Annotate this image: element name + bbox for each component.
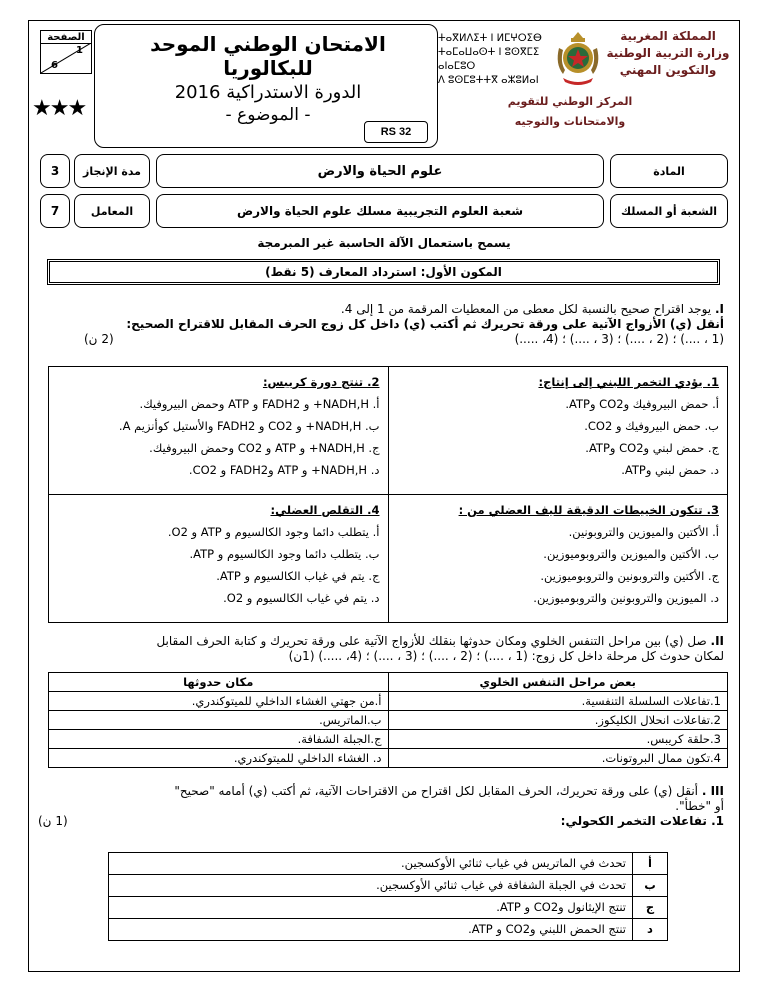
- tifinagh-line-2: ⵜⴰⵎⴰⵡⴰⵙⵜ ⵏ ⵓⵙⴳⵎⵉ ⴰⵏⴰⵎⵓⵔ: [438, 47, 540, 72]
- part1-line1: يوجد اقتراح صحيح بالنسبة لكل معطى من المعطيات المرقمة من 1 إلى 4.: [340, 302, 712, 316]
- question-3-option-d: د. الميوزين والتروبونين والتروبوميوزين.: [533, 591, 719, 605]
- question-3-title: 3. تتكون الخييطات الدقيقة لليف العضلي من :: [458, 503, 719, 517]
- part2-number: II.: [710, 634, 724, 648]
- question-2-option-b: ب. NADH,H+ و CO2 و FADH2 والأستيل كوأنزيم A.: [118, 419, 380, 433]
- statement-letter: ج: [633, 897, 668, 919]
- part1-instructions: [44, 302, 724, 347]
- col-stage-header: بعض مراحل التنفس الخلوي: [388, 673, 728, 692]
- tifinagh-line-3: ⴷ ⵓⵙⵎⵓⵜⵜⴳ ⴰⵣⵓⵍⴰⵏ: [438, 75, 539, 86]
- kingdom-name: المملكة المغربية: [620, 29, 716, 43]
- component-title: المكون الأول: استرداد المعارف (5 نقط): [47, 259, 720, 285]
- table-row: [49, 692, 728, 711]
- place-cell: أ.من جهتي الغشاء الداخلي للميتوكندري.: [49, 692, 389, 711]
- page-total: 6: [51, 60, 58, 71]
- question-4-option-a: أ. يتطلب دائما وجود الكالسيوم و ATP و O2.: [167, 525, 380, 539]
- part1-pairs: (1 ، ....) ؛ (2 ، ....) ؛ (3 ، ....) ؛ (4، .....): [514, 332, 724, 346]
- question-4-option-d: د. يتم في غياب الكالسيوم و O2.: [223, 591, 380, 605]
- session: الدورة الاستدراكية 2016: [174, 82, 362, 103]
- calculator-permission: يسمح باستعمال الآلة الحاسبة غير المبرمجة: [257, 236, 511, 250]
- part2-line1: صل (ي) بين مراحل التنفس الخلوي ومكان حدوثها بنقلك للأزواج الآتية على ورقة تحريرك و كتابة الحرف المقابل: [156, 634, 707, 648]
- question-3-option-b: ب. الأكتين والميوزين والتروبوميوزين.: [543, 547, 719, 561]
- branch-value: شعبة العلوم التجريبية مسلك علوم الحياة والارض: [156, 194, 604, 228]
- stage-cell: 3.حلقة كريبس.: [388, 730, 728, 749]
- place-cell: د. الغشاء الداخلي للميتوكندري.: [49, 749, 389, 768]
- question-2-option-a: أ. NADH,H+ و FADH2 و ATP وحمض البيروفيك.: [139, 397, 380, 411]
- coef-value: 7: [40, 194, 70, 228]
- stage-cell: 4.تكون ممال البروتونات.: [388, 749, 728, 768]
- part2-line2: لمكان حدوث كل مرحلة داخل كل زوج: (1 ، ....) ؛ (2 ، ....) ؛ (3 ، ....) ؛ (4، .....): [318, 649, 724, 663]
- question-1-option-a: أ. حمض البيروفيك وCO2 وATP.: [565, 397, 719, 411]
- page-current: 1: [76, 45, 83, 56]
- part3-question-title: 1. تفاعلات التخمر الكحولي:: [560, 814, 724, 828]
- subject-kind: - الموضوع -: [225, 105, 311, 125]
- table-row: [49, 730, 728, 749]
- part2-instructions: [38, 634, 724, 664]
- question-1: [388, 367, 728, 495]
- page-number-box: [40, 30, 92, 74]
- part3-number: III .: [701, 784, 724, 798]
- statement-letter: أ: [633, 853, 668, 875]
- statement-text: تحدث في الماتريس في غياب ثنائي الأوكسجين.: [109, 853, 633, 875]
- exam-title-block: [108, 32, 428, 125]
- question-3-option-c: ج. الأكتين والتروبونين والتروبوميوزين.: [540, 569, 719, 583]
- tifinagh-line-1: ⵜⴰⴳⵍⴷⵉⵜ ⵏ ⵍⵎⵖⵔⵉⴱ: [438, 33, 542, 44]
- statement-text: تنتج الحمض اللبني وCO2 و ATP.: [109, 919, 633, 941]
- question-3-option-a: أ. الأكتين والميوزين والتروبونين.: [568, 525, 719, 539]
- table-row: [49, 711, 728, 730]
- table-row: [109, 875, 668, 897]
- statement-letter: ب: [633, 875, 668, 897]
- exam-code: RS 32: [364, 121, 428, 143]
- question-4-option-c: ج. يتم في غياب الكالسيوم و ATP.: [216, 569, 380, 583]
- statement-text: تحدث في الجبلة الشفافة في غياب ثنائي الأوكسجين.: [109, 875, 633, 897]
- part1-score: (2 ن): [84, 332, 114, 346]
- subject-label: المادة: [610, 154, 728, 188]
- question-1-option-d: د. حمض لبني وATP.: [621, 463, 719, 477]
- branch-label: الشعبة أو المسلك: [610, 194, 728, 228]
- place-cell: ج.الجبلة الشفافة.: [49, 730, 389, 749]
- question-1-option-b: ب. حمض البيروفيك و CO2.: [584, 419, 719, 433]
- exam-title: الامتحان الوطني الموحد للبكالوريا: [150, 32, 386, 80]
- part1-questions-table: [48, 366, 728, 623]
- part3-line1: أنقل (ي) على ورقة تحريرك، الحرف المقابل لكل اقتراح من الاقتراحات الآتية، ثم أكتب (ي) أمامه "صحيح": [174, 784, 699, 798]
- part3-statements-table: [108, 852, 668, 941]
- center-line-1: المركز الوطني للتقويم: [507, 95, 633, 108]
- place-cell: ب.الماتريس.: [49, 711, 389, 730]
- question-2-option-c: ج. NADH,H+ و ATP و CO2 وحمض البيروفيك.: [149, 441, 380, 455]
- statement-letter: د: [633, 919, 668, 941]
- page-label: الصفحة: [41, 33, 91, 44]
- question-4-option-b: ب. يتطلب دائما وجود الكالسيوم و ATP.: [189, 547, 380, 561]
- duration-value: 3: [40, 154, 70, 188]
- table-row: [49, 749, 728, 768]
- question-1-title: 1. يؤدي التخمر اللبني إلى إنتاج:: [538, 375, 719, 389]
- kingdom-block: [598, 28, 738, 79]
- question-4: [49, 495, 389, 623]
- statement-text: تنتج الإيثانول وCO2 و ATP.: [109, 897, 633, 919]
- table-row: [109, 897, 668, 919]
- coat-of-arms-icon: [553, 30, 603, 88]
- part2-score: (1ن): [288, 649, 315, 663]
- question-4-title: 4. التقلص العضلي:: [270, 503, 380, 517]
- national-center-block: [490, 92, 650, 132]
- stage-cell: 1.تفاعلات السلسلة التنفسية.: [388, 692, 728, 711]
- table-row: [109, 853, 668, 875]
- question-2-title: 2. تنتج دورة كريبس:: [262, 375, 380, 389]
- difficulty-stars: ★★★: [32, 96, 86, 121]
- part3-line2: أو "خطأ".: [675, 799, 724, 813]
- tifinagh-block: [438, 32, 548, 88]
- question-2: [49, 367, 389, 495]
- subject-value: علوم الحياة والارض: [156, 154, 604, 188]
- stage-cell: 2.تفاعلات انحلال الكليكوز.: [388, 711, 728, 730]
- duration-label: مدة الإنجاز: [74, 154, 150, 188]
- part1-number: I.: [714, 302, 724, 316]
- part2-matching-table: [48, 672, 728, 768]
- part1-line2: أنقل (ي) الأزواج الآتية على ورقة تحريرك ثم أكتب (ي) داخل كل زوج الحرف المقابل للاقتراح الصحيح:: [126, 317, 724, 331]
- col-place-header: مكان حدوثها: [49, 673, 389, 692]
- coef-label: المعامل: [74, 194, 150, 228]
- center-line-2: والامتحانات والتوجيه: [514, 115, 626, 128]
- part3-score: (1 ن): [38, 814, 68, 828]
- table-row: [109, 919, 668, 941]
- question-1-option-c: ج. حمض لبني وCO2 وATP.: [585, 441, 719, 455]
- ministry-line-1: وزارة التربية الوطنية: [606, 46, 730, 60]
- ministry-line-2: والتكوين المهني: [619, 63, 717, 77]
- part3-instructions: [38, 784, 724, 829]
- diagonal-divider: [41, 43, 91, 73]
- question-2-option-d: د. NADH,H+ و ATP وFADH2 و CO2.: [188, 463, 380, 477]
- question-3: [388, 495, 728, 623]
